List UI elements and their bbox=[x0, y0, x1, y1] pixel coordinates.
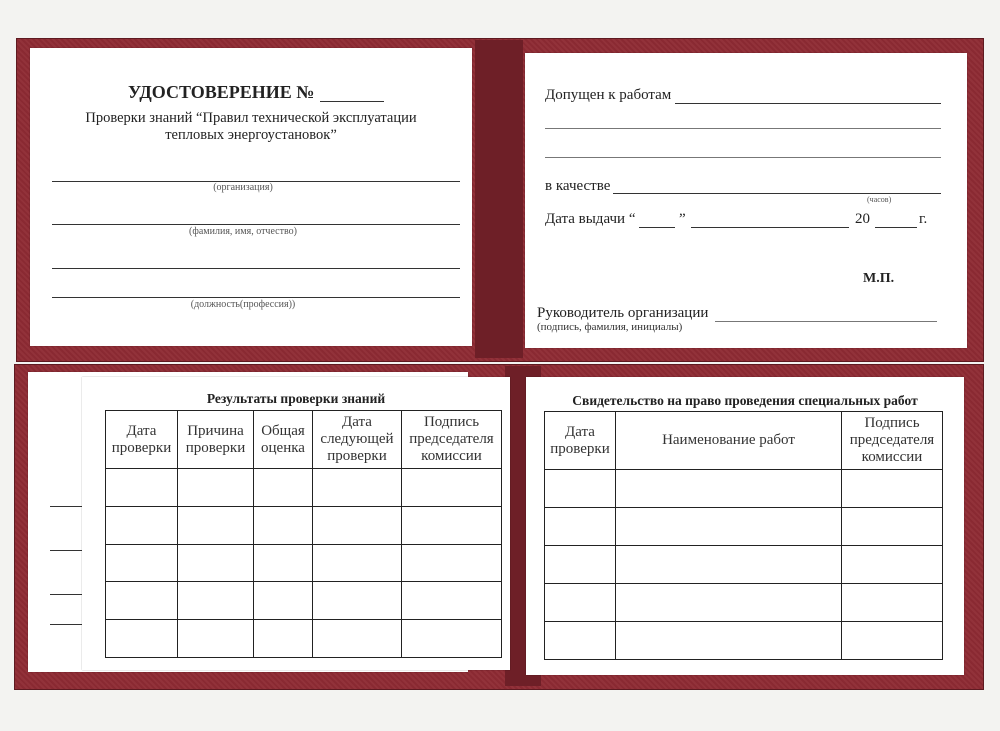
table-row bbox=[106, 582, 502, 620]
table-row bbox=[545, 508, 943, 546]
as-line bbox=[613, 193, 941, 194]
certificate-title bbox=[128, 82, 314, 103]
admitted-line-2 bbox=[545, 128, 941, 129]
table-row bbox=[545, 622, 943, 660]
certificate-number-line bbox=[320, 101, 384, 102]
admitted-label: Допущен к работам bbox=[545, 87, 672, 103]
table-row bbox=[106, 544, 502, 582]
booklet-spine-top bbox=[475, 40, 523, 358]
results-header-date: Дата проверки bbox=[106, 411, 178, 469]
certificate-header-work: Наименование работ bbox=[616, 412, 842, 470]
results-title: Результаты проверки знаний bbox=[206, 391, 386, 406]
position-caption: (должность(профессия)) bbox=[190, 299, 296, 310]
page-cover-right bbox=[525, 53, 967, 348]
certificate-table bbox=[544, 411, 943, 660]
certificate-header-date: Дата проверки bbox=[545, 412, 616, 470]
results-header-next-date: Дата следующей проверки bbox=[313, 411, 402, 469]
table-row bbox=[106, 506, 502, 544]
results-table bbox=[105, 410, 502, 658]
table-row bbox=[545, 584, 943, 622]
year-suffix: г. bbox=[919, 211, 928, 227]
name-caption: (фамилия, имя, отчество) bbox=[189, 226, 297, 237]
certificate-subtitle bbox=[30, 110, 472, 144]
table-row bbox=[106, 469, 502, 507]
admitted-line bbox=[675, 103, 941, 104]
results-header-reason: Причина проверки bbox=[178, 411, 254, 469]
issue-date-quote-close: ” bbox=[679, 211, 686, 227]
certificate-table-title: Свидетельство на право проведения специальных работ bbox=[572, 393, 918, 408]
issue-month-line bbox=[691, 227, 849, 228]
table-row bbox=[545, 546, 943, 584]
subtitle-line-2: тепловых энергоустановок” bbox=[165, 127, 337, 143]
extra-line bbox=[52, 268, 460, 269]
hours-caption: (часов) bbox=[867, 195, 892, 204]
certificate-title-text: УДОСТОВЕРЕНИЕ № bbox=[128, 82, 315, 102]
certificate-header-signature: Подпись председателя комиссии bbox=[842, 412, 943, 470]
stamp-label: М.П. bbox=[863, 271, 895, 286]
as-label: в качестве bbox=[545, 178, 611, 194]
year-prefix: 20 bbox=[855, 211, 870, 227]
issue-date-label: Дата выдачи “ bbox=[545, 211, 636, 227]
subtitle-line-1: Проверки знаний “Правил технической эксплуатации bbox=[85, 110, 417, 126]
name-line bbox=[52, 224, 460, 225]
page-cover-left bbox=[30, 48, 472, 346]
organization-caption: (организация) bbox=[213, 182, 273, 193]
head-label: Руководитель организации bbox=[537, 305, 709, 321]
head-caption: (подпись, фамилия, инициалы) bbox=[537, 321, 683, 333]
results-header-grade: Общая оценка bbox=[254, 411, 313, 469]
admitted-line-3 bbox=[545, 157, 941, 158]
position-line bbox=[52, 297, 460, 298]
issue-day-line bbox=[639, 227, 675, 228]
results-header-signature: Подпись председателя комиссии bbox=[402, 411, 502, 469]
table-row bbox=[106, 620, 502, 658]
head-signature-line bbox=[715, 321, 937, 322]
table-row bbox=[545, 470, 943, 508]
year-line bbox=[875, 227, 917, 228]
